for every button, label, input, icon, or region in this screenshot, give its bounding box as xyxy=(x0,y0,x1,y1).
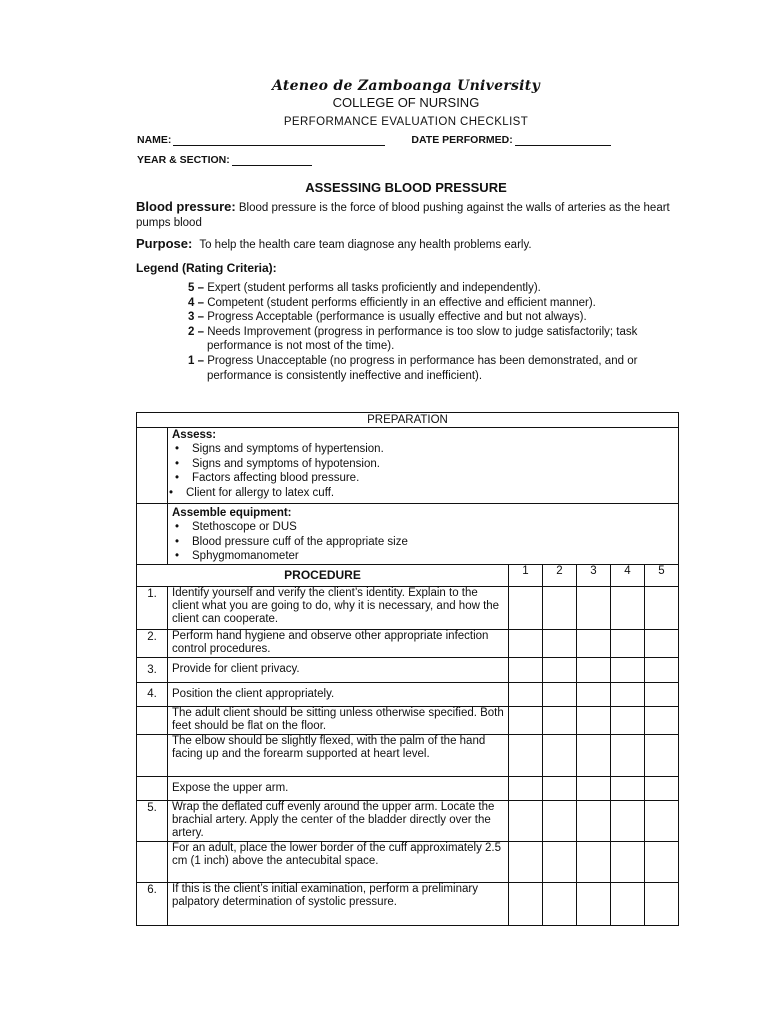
checklist-title: PERFORMANCE EVALUATION CHECKLIST xyxy=(283,116,529,128)
legend-title: Legend (Rating Criteria): xyxy=(136,261,277,275)
score-cell[interactable] xyxy=(645,734,679,776)
score-cell[interactable] xyxy=(509,734,543,776)
score-cell[interactable] xyxy=(543,800,577,841)
score-cell[interactable] xyxy=(577,800,611,841)
main-title: ASSESSING BLOOD PRESSURE xyxy=(305,180,507,195)
definition-text: Blood pressure is the force of blood pushing against the walls of arteries as the heart pumps blood xyxy=(136,202,670,229)
step-number: 3. xyxy=(137,657,168,682)
score-cell[interactable] xyxy=(611,657,645,682)
score-cell[interactable] xyxy=(577,706,611,734)
score-cell[interactable] xyxy=(577,841,611,882)
score-cell[interactable] xyxy=(645,682,679,706)
step-text: Provide for client privacy. xyxy=(168,657,509,682)
score-cell[interactable] xyxy=(509,841,543,882)
score-cell[interactable] xyxy=(509,657,543,682)
equipment-item: • Stethoscope or DUS xyxy=(172,520,674,535)
step-text: Perform hand hygiene and observe other appropriate infection control procedures. xyxy=(168,629,509,657)
score-cell[interactable] xyxy=(611,734,645,776)
assess-item: • Signs and symptoms of hypertension. xyxy=(172,442,674,457)
legend-item: 3 – Progress Acceptable (performance is usually effective and but not always). xyxy=(188,311,587,324)
score-cell[interactable] xyxy=(611,706,645,734)
purpose-label: Purpose: xyxy=(136,236,193,251)
score-header-5: 5 xyxy=(645,564,679,586)
score-header-3: 3 xyxy=(577,564,611,586)
score-cell[interactable] xyxy=(509,682,543,706)
score-cell[interactable] xyxy=(645,800,679,841)
equipment-item: • Sphygmomanometer xyxy=(172,549,674,564)
table-row xyxy=(137,776,679,800)
step-number xyxy=(137,841,168,882)
legend-list xyxy=(188,281,688,383)
score-cell[interactable] xyxy=(577,734,611,776)
step-text: Identify yourself and verify the client’s identity. Explain to the client what you are going to do, why it is necessary, and how the client can cooperate. xyxy=(168,586,509,629)
table-row xyxy=(137,841,679,882)
table-row xyxy=(137,706,679,734)
table-row xyxy=(137,586,679,629)
step-number xyxy=(137,776,168,800)
score-cell[interactable] xyxy=(543,629,577,657)
procedure-header: PROCEDURE xyxy=(137,564,509,586)
score-cell[interactable] xyxy=(645,882,679,925)
score-cell[interactable] xyxy=(509,800,543,841)
step-number: 2. xyxy=(137,629,168,657)
score-cell[interactable] xyxy=(543,657,577,682)
table-row xyxy=(137,657,679,682)
step-text: Expose the upper arm. xyxy=(168,776,509,800)
table-row xyxy=(137,882,679,925)
score-cell[interactable] xyxy=(543,882,577,925)
step-text: For an adult, place the lower border of the cuff approximately 2.5 cm (1 inch) above the antecubital space. xyxy=(168,841,509,882)
year-label: YEAR & SECTION: xyxy=(137,154,230,166)
name-label: NAME: xyxy=(137,134,172,146)
legend-item: 5 – Expert (student performs all tasks proficiently and independently). xyxy=(188,282,541,294)
assess-title: Assess: xyxy=(172,429,217,441)
legend-item: 2 – Needs Improvement (progress in performance is too slow to judge satisfactorily; task performance is not most of the time). xyxy=(188,325,638,353)
step-number xyxy=(137,706,168,734)
table-row xyxy=(137,734,679,776)
score-header-4: 4 xyxy=(611,564,645,586)
name-date-row xyxy=(137,134,611,146)
assess-cell xyxy=(168,428,679,504)
name-line xyxy=(173,135,385,146)
score-cell[interactable] xyxy=(577,882,611,925)
step-number xyxy=(137,734,168,776)
step-number: 4. xyxy=(137,682,168,706)
score-cell[interactable] xyxy=(577,657,611,682)
step-number: 6. xyxy=(137,882,168,925)
purpose xyxy=(136,236,696,253)
score-cell[interactable] xyxy=(509,629,543,657)
score-cell[interactable] xyxy=(543,682,577,706)
score-cell[interactable] xyxy=(645,776,679,800)
score-cell[interactable] xyxy=(543,776,577,800)
equipment-title: Assemble equipment: xyxy=(172,507,292,519)
score-cell[interactable] xyxy=(509,776,543,800)
score-cell[interactable] xyxy=(577,682,611,706)
score-cell[interactable] xyxy=(645,657,679,682)
score-cell[interactable] xyxy=(509,882,543,925)
score-cell[interactable] xyxy=(543,586,577,629)
score-cell[interactable] xyxy=(611,882,645,925)
score-cell[interactable] xyxy=(645,706,679,734)
preparation-header: PREPARATION xyxy=(137,413,679,428)
step-text: The adult client should be sitting unless otherwise specified. Both feet should be flat on the floor. xyxy=(168,706,509,734)
score-cell[interactable] xyxy=(577,586,611,629)
table-row xyxy=(137,800,679,841)
score-cell[interactable] xyxy=(509,706,543,734)
assess-item: • Factors affecting blood pressure. xyxy=(172,471,674,486)
score-cell[interactable] xyxy=(611,586,645,629)
legend-item: 4 – Competent (student performs efficiently in an effective and efficient manner). xyxy=(188,296,596,309)
score-cell[interactable] xyxy=(611,800,645,841)
score-cell[interactable] xyxy=(543,841,577,882)
date-label: DATE PERFORMED: xyxy=(411,134,513,146)
score-cell[interactable] xyxy=(611,841,645,882)
step-text: The elbow should be slightly flexed, with the palm of the hand facing up and the forearm supported at heart level. xyxy=(168,734,509,776)
assess-item: • Client for allergy to latex cuff. xyxy=(172,486,674,501)
definition xyxy=(136,199,696,231)
score-cell[interactable] xyxy=(611,776,645,800)
score-header-2: 2 xyxy=(543,564,577,586)
step-number: 1. xyxy=(137,586,168,629)
score-cell[interactable] xyxy=(645,629,679,657)
step-text: Wrap the deflated cuff evenly around the upper arm. Locate the brachial artery. Apply the center of the bladder directly over the artery. xyxy=(168,800,509,841)
university-name: Ateneo de Zamboanga University xyxy=(272,78,540,94)
score-cell[interactable] xyxy=(543,734,577,776)
purpose-text: To help the health care team diagnose any health problems early. xyxy=(199,239,532,251)
score-cell[interactable] xyxy=(645,586,679,629)
score-cell[interactable] xyxy=(577,629,611,657)
table-row xyxy=(137,629,679,657)
year-line xyxy=(232,155,312,166)
score-cell[interactable] xyxy=(509,586,543,629)
step-text: Position the client appropriately. xyxy=(168,682,509,706)
score-cell[interactable] xyxy=(577,776,611,800)
step-number: 5. xyxy=(137,800,168,841)
score-cell[interactable] xyxy=(645,841,679,882)
evaluation-table xyxy=(136,412,679,926)
equipment-item: • Blood pressure cuff of the appropriate size xyxy=(172,535,674,550)
score-cell[interactable] xyxy=(611,629,645,657)
step-text: If this is the client’s initial examination, perform a preliminary palpatory determination of systolic pressure. xyxy=(168,882,509,925)
equipment-cell xyxy=(168,504,679,565)
assess-item: • Signs and symptoms of hypotension. xyxy=(172,457,674,472)
college-name: COLLEGE OF NURSING xyxy=(332,95,480,110)
score-cell[interactable] xyxy=(611,682,645,706)
definition-label: Blood pressure: xyxy=(136,199,236,214)
table-row xyxy=(137,682,679,706)
score-header-1: 1 xyxy=(509,564,543,586)
legend-item: 1 – Progress Unacceptable (no progress in performance has been demonstrated, and or performance is consistently ineffective and inefficient). xyxy=(188,354,638,382)
score-cell[interactable] xyxy=(543,706,577,734)
date-line xyxy=(515,135,611,146)
year-row xyxy=(137,154,312,166)
